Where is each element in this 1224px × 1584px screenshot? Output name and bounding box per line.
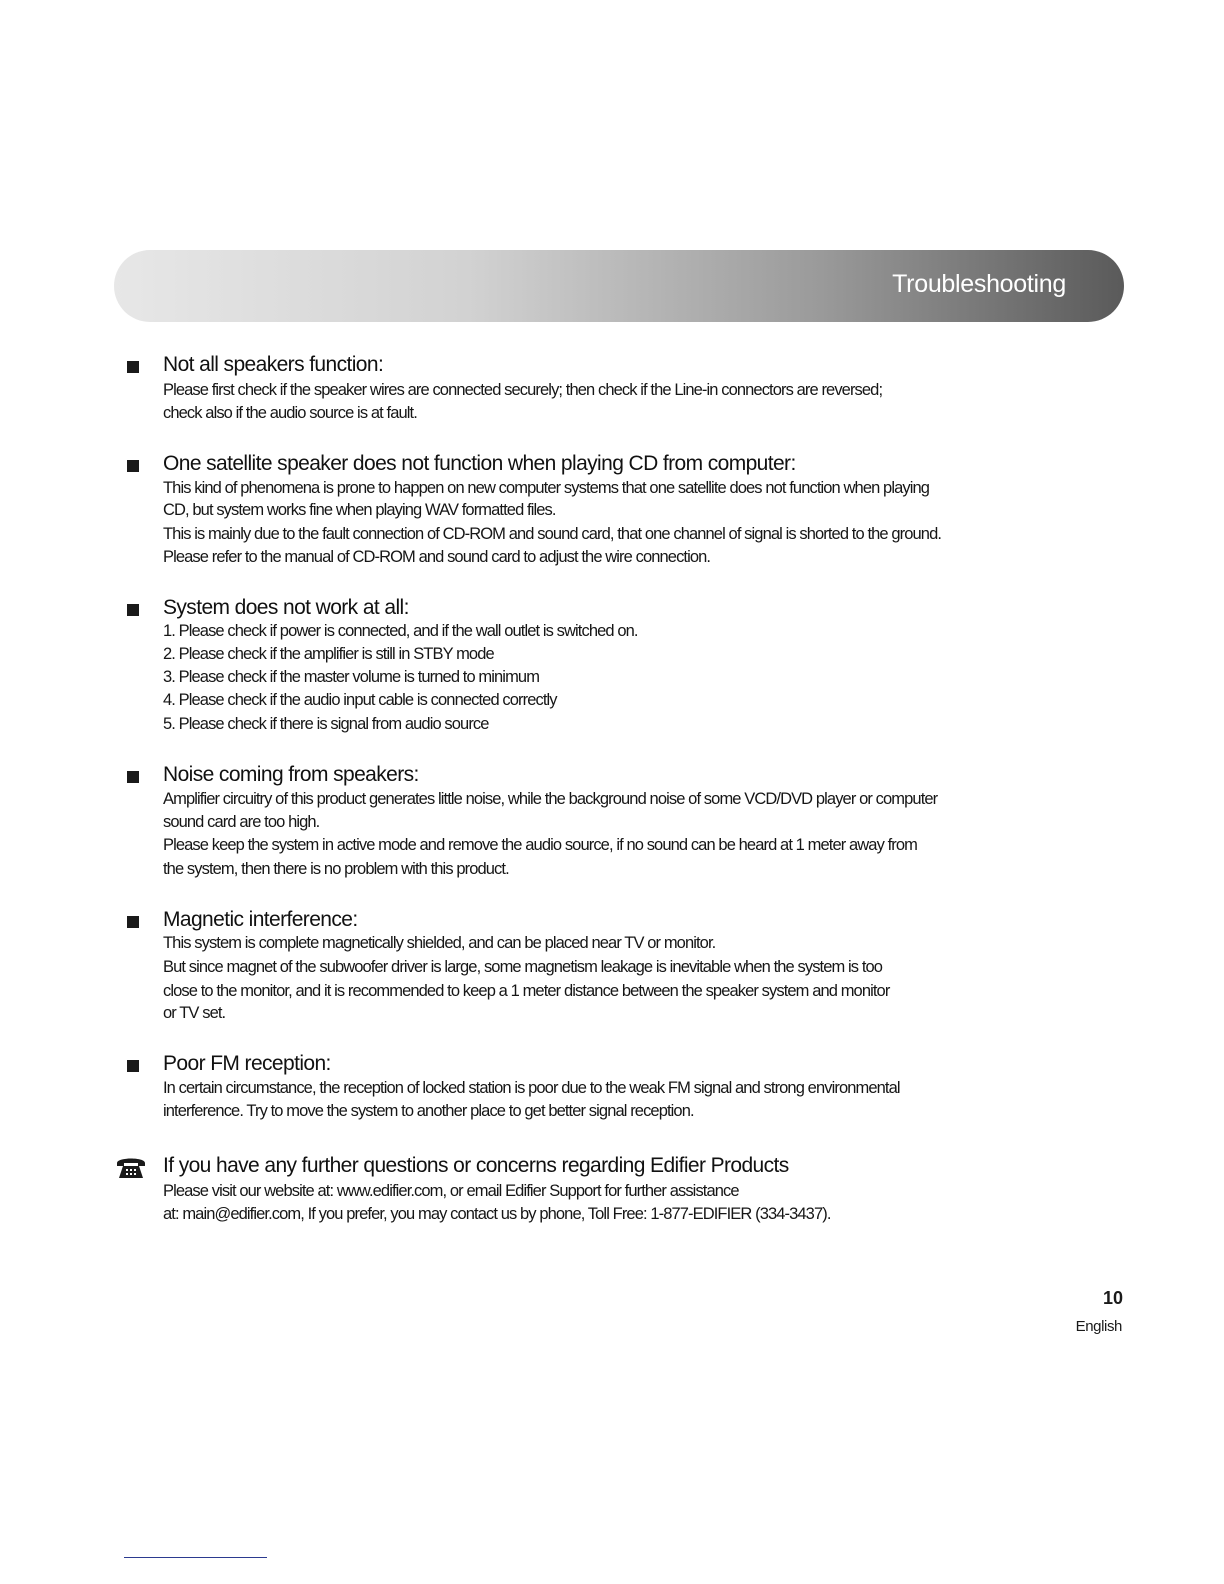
item-text-line: 1. Please check if power is connected, and if the wall outlet is switched on. (163, 622, 638, 640)
item-text-line: close to the monitor, and it is recommended to keep a 1 meter distance between the speaker system and monitor (163, 982, 890, 1000)
contact-title: If you have any further questions or concerns regarding Edifier Products (163, 1154, 789, 1177)
square-bullet-icon (127, 460, 139, 472)
item-text-line: sound card are too high. (163, 813, 320, 831)
item-text-line: Please refer to the manual of CD-ROM and sound card to adjust the wire connection. (163, 548, 711, 566)
item-title: Magnetic interference: (163, 908, 358, 931)
page-title: Troubleshooting (892, 270, 1066, 298)
item-title: System does not work at all: (163, 596, 409, 619)
item-title: Not all speakers function: (163, 353, 384, 376)
item-text-line: Please keep the system in active mode and remove the audio source, if no sound can be heard at 1 meter away from (163, 836, 918, 854)
item-title: Poor FM reception: (163, 1052, 331, 1075)
item-title: Noise coming from speakers: (163, 763, 419, 786)
square-bullet-icon (127, 361, 139, 373)
square-bullet-icon (127, 771, 139, 783)
item-text-line: 5. Please check if there is signal from audio source (163, 715, 489, 733)
item-text-line: 2. Please check if the amplifier is still in STBY mode (163, 645, 494, 663)
square-bullet-icon (127, 604, 139, 616)
item-text-line: Amplifier circuitry of this product generates little noise, while the background noise of some VCD/DVD player or computer (163, 790, 938, 808)
contact-text-line: at: main@edifier.com, If you prefer, you may contact us by phone, Toll Free: 1-877-EDIFIER (334-3437). (163, 1205, 831, 1223)
item-text-line: Please first check if the speaker wires are connected securely; then check if the Line-in connectors are reversed; (163, 381, 883, 399)
item-text-line: or TV set. (163, 1004, 226, 1022)
page-number: 10 (1102, 1288, 1123, 1308)
item-text-line: interference. Try to move the system to another place to get better signal reception. (163, 1102, 694, 1120)
contact-text-line: Please visit our website at: www.edifier.com, or email Edifier Support for further assistance (163, 1182, 739, 1200)
square-bullet-icon (127, 916, 139, 928)
item-text-line: In certain circumstance, the reception of locked station is poor due to the weak FM signal and strong environmental (163, 1079, 900, 1097)
section-header-bar (114, 250, 1124, 322)
item-text-line: check also if the audio source is at fault. (163, 404, 417, 422)
item-text-line: the system, then there is no problem with this product. (163, 860, 509, 878)
telephone-icon (115, 1154, 147, 1180)
item-text-line: 4. Please check if the audio input cable is connected correctly (163, 691, 557, 709)
item-text-line: This is mainly due to the fault connection of CD-ROM and sound card, that one channel of signal is shorted to the ground. (163, 525, 942, 543)
item-text-line: But since magnet of the subwoofer driver is large, some magnetism leakage is inevitable when the system is too (163, 958, 883, 976)
page-language: English (1075, 1318, 1122, 1335)
item-text-line: CD, but system works fine when playing WAV formatted files. (163, 501, 556, 519)
item-text-line: 3. Please check if the master volume is turned to minimum (163, 668, 540, 686)
item-title: One satellite speaker does not function when playing CD from computer: (163, 452, 796, 475)
footnote-divider (124, 1557, 267, 1558)
item-text-line: This system is complete magnetically shielded, and can be placed near TV or monitor. (163, 934, 716, 952)
item-text-line: This kind of phenomena is prone to happen on new computer systems that one satellite does not function when playing (163, 479, 930, 497)
square-bullet-icon (127, 1060, 139, 1072)
